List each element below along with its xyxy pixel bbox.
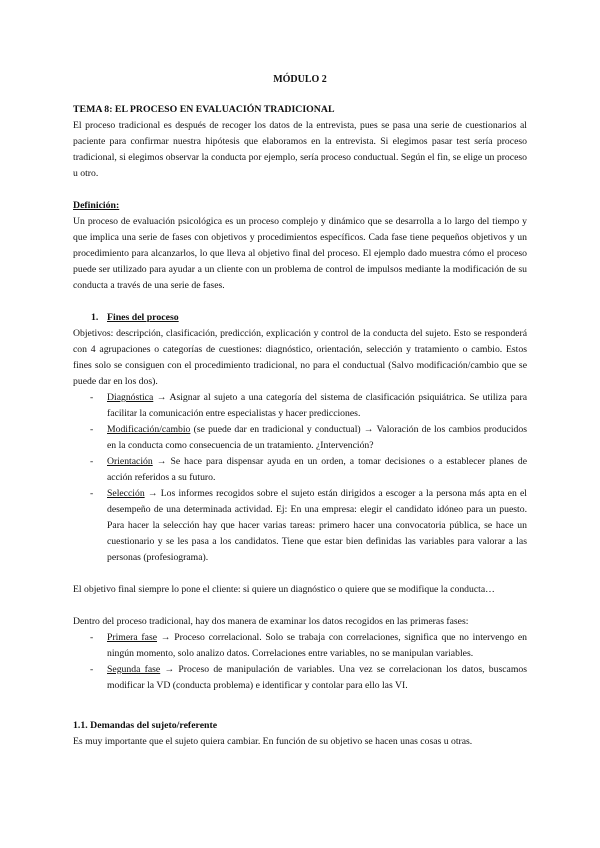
topic-title: TEMA 8: EL PROCESO EN EVALUACIÓN TRADICIONAL [73, 104, 335, 115]
list-item: - Modificación/cambio (se puede dar en tradicional y conductual) → Valoración de los cambios producidos en la conducta como consecuencia de un tratamiento. ¿Intervención? [90, 424, 527, 451]
list-item-term: Modificación/cambio [107, 424, 191, 435]
list-item-term: Diagnóstica [107, 392, 154, 403]
purposes-list [73, 390, 527, 566]
intro-paragraph: El proceso tradicional es después de recoger los datos de la entrevista, pues se pasa una serie de cuestionarios al paciente para confirmar nuestra hipótesis que elaboramos en la entrevista. Si elegimos pasar test sería proceso tradicional, si elegimos observar la conducta por ejemplo, sería proceso conductual. Según el fin, se elige un proceso u otro. [73, 120, 527, 179]
list-item: - Segunda fase → Proceso de manipulación de variables. Una vez se correlacionan los datos, buscamos modificar la VD (conducta problema) e identificar y contolar para ello las VI. [90, 664, 527, 691]
section-1-title: Fines del proceso [107, 312, 179, 323]
list-item-term: Segunda fase [107, 664, 161, 675]
definition-heading: Definición: [73, 200, 120, 211]
subsection-heading: 1.1. Demandas del sujeto/referente [73, 720, 218, 731]
subsection-paragraph: Es muy importante que el sujeto quiera cambiar. En función de su objetivo se hacen unas cosas u otras. [73, 736, 473, 747]
list-item: - Diagnóstica → Asignar al sujeto a una categoría del sistema de clasificación psiquiátrica. Se utiliza para facilitar la comunicación entre especialistas y hacer predicciones. [90, 392, 527, 419]
list-item-term: Orientación [107, 456, 153, 467]
phases-list [73, 630, 527, 694]
section-1-heading [73, 310, 527, 326]
phases-intro-paragraph: Dentro del proceso tradicional, hay dos manera de examinar los datos recogidos en las primeras fases: [73, 616, 469, 627]
definition-paragraph: Un proceso de evaluación psicológica es un proceso complejo y dinámico que se desarrolla a lo largo del tiempo y que implica una serie de fases con objetivos y procedimientos específicos. Cada fase tiene pequeños objetivos y un procedimiento para alcanzarlos, lo que lleva al objetivo final del proceso. El ejemplo dado muestra cómo el proceso puede ser utilizado para ayudar a un cliente con un problema de control de impulsos mediante la modificación de su conducta a través de una serie de fases. [73, 216, 527, 291]
module-title: MÓDULO 2 [273, 74, 327, 85]
list-item: - Selección → Los informes recogidos sobre el sujeto están dirigidos a escoger a la persona más apta en el desempeño de una determinada actividad. Ej: En una empresa: elegir el candidato idóneo para un puesto. Para hacer la selección hay que hacer varias tareas: primero hacer una convocatoria pública, se hace un cuestionario y se les pasa a los candidatos. Tiene que estar bien definidas las variables para valorar a las personas (profesiograma). [90, 488, 527, 563]
list-item: - Primera fase → Proceso correlacional. Solo se trabaja con correlaciones, significa que no intervengo en ningún momento, solo analizo datos. Correlaciones entre variables, no se manipulan variables. [90, 632, 527, 659]
section-1-paragraph: Objetivos: descripción, clasificación, predicción, explicación y control de la conducta del sujeto. Esto se responderá con 4 agrupaciones o categorías de cuestiones: diagnóstico, orientación, selección y tratamiento o cambio. Estos fines solo se consiguen con el procedimiento tradicional, no para el conductual (Salvo modificación/cambio que se puede dar en los dos). [73, 328, 527, 387]
section-1-number: 1. [91, 312, 99, 323]
list-item-term: Primera fase [107, 632, 158, 643]
final-objective-paragraph: El objetivo final siempre lo pone el cliente: si quiere un diagnóstico o quiere que se modifique la conducta… [73, 584, 495, 595]
list-item-term: Selección [107, 488, 145, 499]
list-item: - Orientación → Se hace para dispensar ayuda en un orden, a tomar decisiones o a establecer planes de acción referidos a su futuro. [90, 456, 527, 483]
